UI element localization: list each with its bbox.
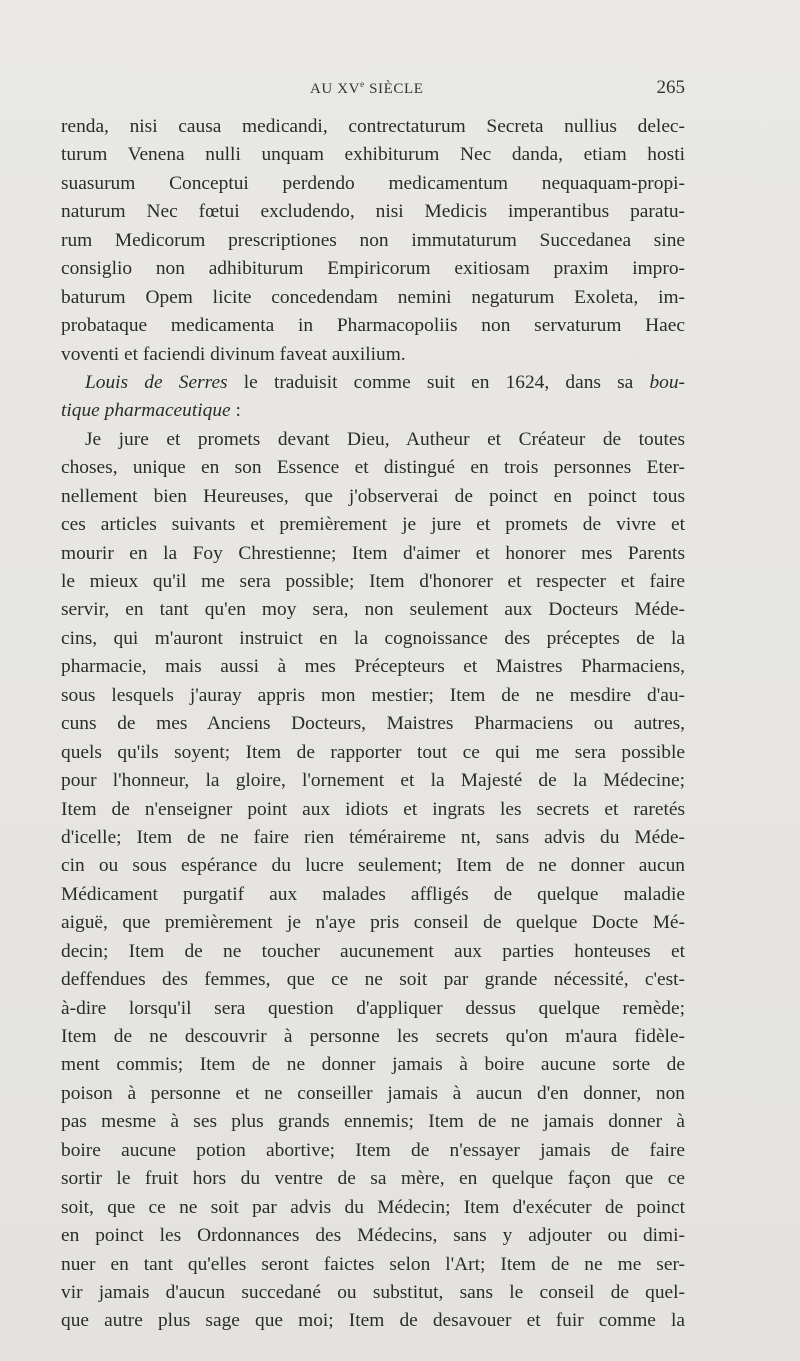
text-line: vir jamais d'aucun succedané ou substitut, sans le conseil de quel- bbox=[61, 1281, 685, 1303]
book-title: bou- bbox=[649, 371, 685, 393]
text-line: d'icelle; Item de ne faire rien téméraireme nt, sans advis du Méde- bbox=[61, 826, 685, 848]
text-line: boire aucune potion abortive; Item de n'essayer jamais de faire bbox=[61, 1139, 685, 1161]
text-line: turum Venena nulli unquam exhibiturum Nec danda, etiam hosti bbox=[61, 144, 685, 166]
text-line: mourir en la Foy Chrestienne; Item d'aimer et honorer mes Parents bbox=[61, 542, 685, 564]
text-line: sortir le fruit hors du ventre de sa mère, en quelque façon que ce bbox=[61, 1168, 685, 1190]
page-number: 265 bbox=[656, 77, 685, 98]
text-line: pour l'honneur, la gloire, l'ornement et la Majesté de la Médecine; bbox=[61, 770, 685, 792]
text-line: sous lesquels j'auray appris mon mestier; Item de ne mesdire d'au- bbox=[61, 684, 685, 706]
text-line: le mieux qu'il me sera possible; Item d'honorer et respecter et faire bbox=[61, 571, 685, 592]
text-line: aiguë, que premièrement je n'aye pris conseil de quelque Docte Mé- bbox=[61, 912, 685, 934]
text-line: naturum Nec fœtui excludendo, nisi Medicis imperantibus paratu- bbox=[61, 201, 685, 223]
text-line: pas mesme à ses plus grands ennemis; Item de ne jamais donner à bbox=[61, 1111, 685, 1133]
text-line: nuer en tant qu'elles seront faictes selon l'Art; Item de ne me ser- bbox=[61, 1253, 685, 1275]
text-line: cuns de mes Anciens Docteurs, Maistres Pharmaciens ou autres, bbox=[61, 713, 685, 735]
text-line: renda, nisi causa medicandi, contrectaturum Secreta nullius delec- bbox=[61, 116, 685, 137]
text-line: Item de n'enseigner point aux idiots et ingrats les secrets et raretés bbox=[61, 798, 685, 820]
text-line: Item de ne descouvrir à personne les secrets qu'on m'aura fidèle- bbox=[61, 1026, 685, 1047]
text-line: servir, en tant qu'en moy sera, non seulement aux Docteurs Méde- bbox=[61, 599, 685, 621]
book-title: tique pharmaceutique bbox=[61, 400, 231, 422]
body-text bbox=[61, 113, 685, 1336]
text-line: Médicament purgatif aux malades affligés de quelque maladie bbox=[61, 883, 685, 905]
text-line: rum Medicorum prescriptiones non immutaturum Succedanea sine bbox=[61, 229, 685, 251]
text-line: probataque medicamenta in Pharmacopoliis non servaturum Haec bbox=[61, 315, 685, 337]
text-line: nellement bien Heureuses, que j'observerai de poinct en poinct tous bbox=[61, 485, 685, 507]
text-line: poison à personne et ne conseiller jamais à aucun d'en donner, non bbox=[61, 1082, 685, 1104]
text-line: quels qu'ils soyent; Item de rapporter tout ce qui me sera possible bbox=[61, 741, 685, 763]
text-line: que autre plus sage que moi; Item de desavouer et fuir comme la bbox=[61, 1310, 685, 1332]
running-head: AU XVe SIÈCLE bbox=[310, 79, 424, 97]
text-line: deffendues des femmes, que ce ne soit par grande nécessité, c'est- bbox=[61, 969, 685, 991]
text-line: ces articles suivants et premièrement je jure et promets de vivre et bbox=[61, 514, 685, 536]
text-line: ment commis; Item de ne donner jamais à boire aucune sorte de bbox=[61, 1054, 685, 1076]
text-line: suasurum Conceptui perdendo medicamentum nequaquam-propi- bbox=[61, 172, 685, 194]
text-line: consiglio non adhibiturum Empiricorum exitiosam praxim impro- bbox=[61, 258, 685, 280]
text-line: en poinct les Ordonnances des Médecins, sans y adjouter ou dimi- bbox=[61, 1225, 685, 1247]
text-line: Je jure et promets devant Dieu, Autheur et Créateur de toutes bbox=[85, 428, 685, 450]
text-line: à-dire lorsqu'il sera question d'appliquer dessus quelque remède; bbox=[61, 997, 685, 1019]
text-line: cin ou sous espérance du lucre seulement; Item de ne donner aucun bbox=[61, 855, 685, 877]
text-line: cins, qui m'auront instruict en la cognoissance des préceptes de la bbox=[61, 627, 685, 649]
author-name: Louis de Serres bbox=[85, 371, 228, 393]
text-line: baturum Opem licite concedendam nemini negaturum Exoleta, im- bbox=[61, 286, 685, 308]
text-line: decin; Item de ne toucher aucunement aux parties honteuses et bbox=[61, 940, 685, 962]
page-header bbox=[60, 79, 685, 103]
text-line-citation: Louis de Serres le traduisit comme suit en 1624, dans sa bou- bbox=[85, 371, 685, 393]
text-line: soit, que ce ne soit par advis du Médecin; Item d'exécuter de poinct bbox=[61, 1196, 685, 1218]
text-line: choses, unique en son Essence et distingué en trois personnes Eter- bbox=[61, 457, 685, 479]
text-line-citation-end: tique pharmaceutique : bbox=[61, 400, 241, 422]
text-line: voventi et faciendi divinum faveat auxilium. bbox=[61, 343, 406, 365]
text-line: pharmacie, mais aussi à mes Précepteurs et Maistres Pharmaciens, bbox=[61, 656, 685, 678]
